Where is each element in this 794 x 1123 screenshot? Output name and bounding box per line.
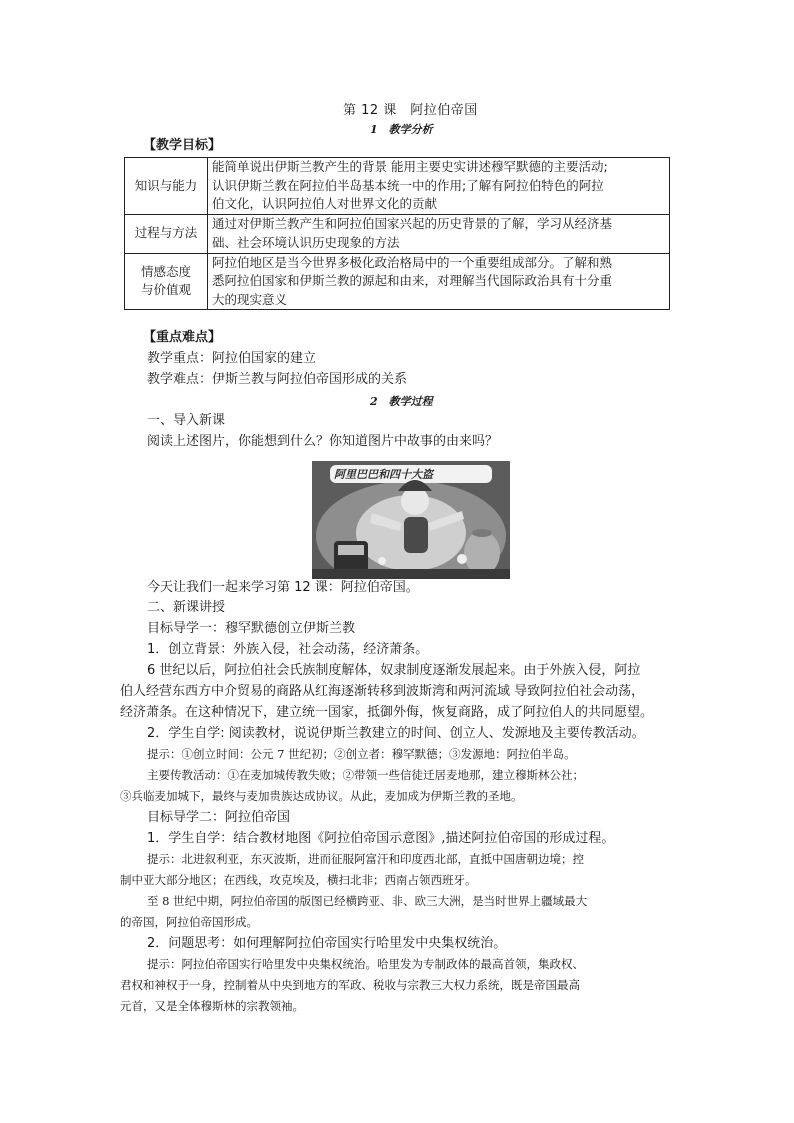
section-heading-process: 2 教学过程	[370, 395, 433, 408]
section-heading-analysis: 1 教学分析	[370, 123, 433, 136]
goal-text	[208, 158, 670, 215]
g1-hint-line: 提示：①创立时间：公元 7 世纪初；②创立者：穆罕默德；③发源地：阿拉伯半岛。	[147, 747, 576, 761]
goal-line: 通过对伊斯兰教产生和阿拉伯国家兴起的历史背景的了解，学习从经济基	[212, 216, 613, 231]
goals-heading: 【教学目标】	[143, 138, 222, 153]
after-image-text: 今天让我们一起来学习第 12 课：阿拉伯帝国。	[147, 580, 419, 595]
goal-label-line: 与价值观	[140, 282, 191, 298]
goal-label: 知识与能力	[125, 158, 208, 215]
goal-line: 悉阿拉伯国家和伊斯兰教的源起和由来，对理解当代国际政治具有十分重	[212, 273, 613, 288]
image-caption-text: 阿里巴巴和四十大盗	[334, 468, 433, 481]
difficult-point: 教学难点：伊斯兰教与阿拉伯帝国形成的关系	[147, 372, 408, 387]
guide-one-heading: 目标导学一：穆罕默德创立伊斯兰教	[147, 621, 356, 636]
g1-self-study-item: 2．学生自学: 阅读教材，说说伊斯兰教建立的时间、创立人、发源地及主要传教活动。	[147, 726, 645, 741]
intro-question: 阅读上述图片，你能想到什么？你知道图片中故事的由来吗？	[147, 434, 499, 449]
g1-paragraph-line: 6 世纪以后，阿拉伯社会氏族制度解体，奴隶制度逐渐发展起来。由于外族入侵，阿拉	[147, 663, 641, 678]
goal-line: 大的现实意义	[212, 291, 288, 307]
g1-paragraph-line: 经济萧条。在这种情况下，建立统一国家，抵御外侮，恢复商路，成了阿拉伯人的共同愿望。	[120, 705, 654, 720]
goal-text	[208, 214, 670, 253]
goal-label	[125, 253, 208, 310]
g2-question-item: 2．问题思考：如何理解阿拉伯帝国实行哈里发中央集权统治。	[147, 936, 507, 951]
g2-hint-line: 的帝国，阿拉伯帝国形成。	[120, 915, 258, 929]
ali-baba-cartoon-image	[312, 461, 510, 579]
g2-hint-line: 提示：阿拉伯帝国实行哈里发中央集权统治。哈里发为专制政体的最高首领，集政权、	[147, 957, 584, 971]
g1-background-item: 1．创立背景：外族入侵，社会动荡，经济萧条。	[147, 642, 429, 657]
goal-row-knowledge	[125, 158, 670, 215]
guide-two-heading: 目标导学二：阿拉伯帝国	[147, 810, 291, 825]
lesson-title: 第 12 课 阿拉伯帝国	[343, 103, 478, 118]
goal-label: 过程与方法	[125, 214, 208, 253]
goal-line: 础、社会环境认识历史现象的方法	[212, 234, 400, 250]
g2-self-study-item: 1．学生自学：结合教材地图《阿拉伯帝国示意图》,描述阿拉伯帝国的形成过程。	[147, 831, 615, 846]
goal-line: 伯文化，认识阿拉伯人对世界文化的贡献	[212, 196, 438, 211]
goal-row-attitude	[125, 253, 670, 310]
goal-line: 能简单说出伊斯兰教产生的背景 能用主要史实讲述穆罕默德的主要活动;	[212, 159, 608, 174]
g2-hint-line: 君权和神权于一身，控制着从中央到地方的军政、税收与宗教三大权力系统，既是帝国最高	[120, 978, 580, 992]
teaching-goals-table	[124, 157, 670, 310]
g2-hint-line: 至 8 世纪中期，阿拉伯帝国的版图已经横跨亚、非、欧三大洲，是当时世界上疆域最大	[147, 894, 588, 908]
goal-line: 阿拉伯地区是当今世界多极化政治格局中的一个重要组成部分。了解和熟	[212, 254, 613, 270]
keypoints-heading: 【重点难点】	[143, 330, 222, 345]
goal-text	[208, 253, 670, 310]
g1-hint-line: 主要传教活动：①在麦加城传教失败；②带领一些信徒迁居麦地那，建立穆斯林公社；	[147, 768, 584, 782]
intro-heading: 一、导入新课	[147, 413, 226, 428]
g2-hint-line: 提示：北进叙利亚，东灭波斯，进而征服阿富汗和印度西北部，直抵中国唐朝边境；控	[147, 852, 584, 866]
new-lesson-heading: 二、新课讲授	[147, 600, 226, 615]
g1-paragraph-line: 伯人经营东西方中介贸易的商路从红海逐渐转移到波斯湾和两河流域 导致阿拉伯社会动荡，	[120, 684, 645, 699]
goal-row-process	[125, 214, 670, 253]
goal-line: 认识伊斯兰教在阿拉伯半岛基本统一中的作用;了解有阿拉伯特色的阿拉	[212, 177, 604, 193]
g2-hint-line: 元首，又是全体穆斯林的宗教领袖。	[120, 999, 304, 1013]
g1-hint-line: ③兵临麦加城下，最终与麦加贵族达成协议。从此，麦加成为伊斯兰教的圣地。	[120, 789, 523, 803]
g2-hint-line: 制中亚大部分地区；在西线，攻克埃及，横扫北非；西南占领西班牙。	[120, 873, 477, 887]
goal-label-line: 情感态度	[140, 263, 191, 279]
key-point: 教学重点：阿拉伯国家的建立	[147, 351, 317, 366]
